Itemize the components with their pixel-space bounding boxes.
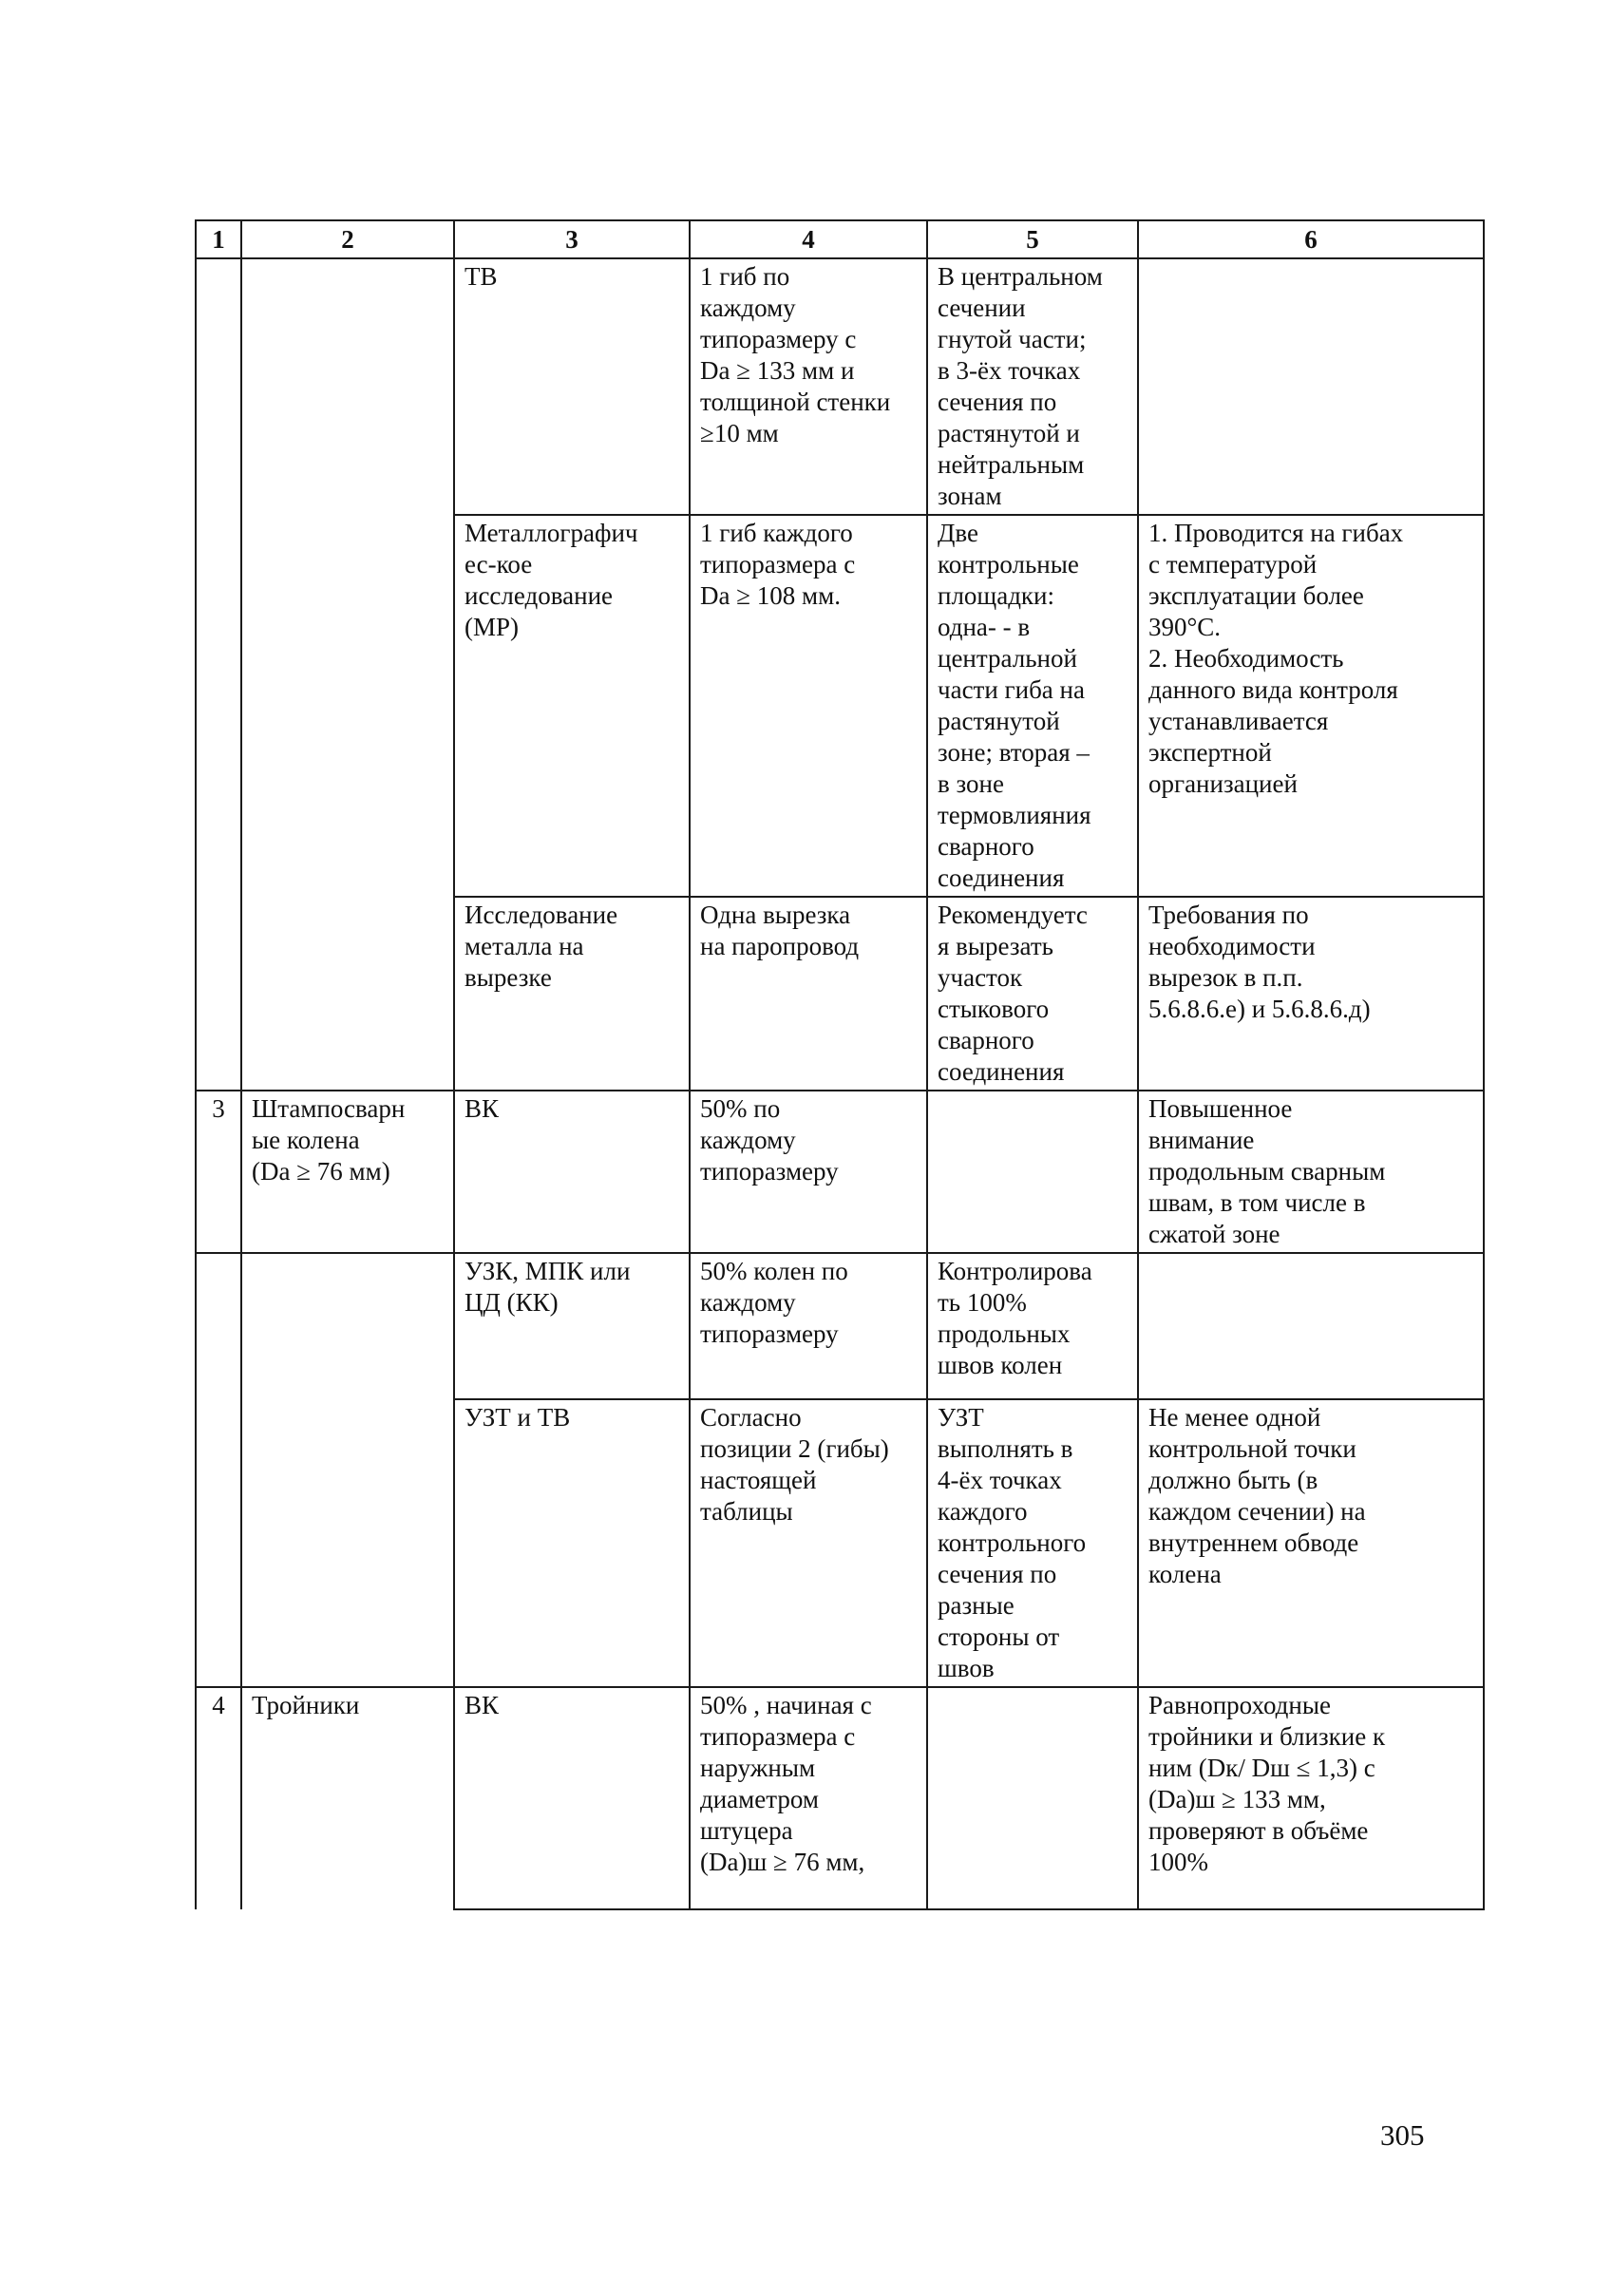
- cell-control-zone: УЗТ выполнять в 4-ёх точках каждого контрольного сечения по разные стороны от швов: [927, 1399, 1138, 1687]
- cell-control-zone: Рекомендуетс я вырезать участок стыкового сварного соединения: [927, 897, 1138, 1091]
- inspection-table: [195, 219, 1485, 1910]
- header-col-5: 5: [927, 220, 1138, 258]
- cell-element-name: [241, 897, 454, 1091]
- cell-element-name: [241, 1253, 454, 1399]
- cell-position-number: 4: [196, 1687, 241, 1909]
- cell-control-scope: 1 гиб по каждому типоразмеру с Da ≥ 133 мм и толщиной стенки ≥10 мм: [690, 258, 927, 515]
- cell-control-zone: Контролирова ть 100% продольных швов колен: [927, 1253, 1138, 1399]
- cell-notes: 1. Проводится на гибах с температурой эксплуатации более 390°С. 2. Необходимость данного вида контроля устанавливается экспертной организацией: [1138, 515, 1484, 897]
- header-col-3: 3: [454, 220, 690, 258]
- table-row: [196, 258, 1484, 515]
- cell-notes: Повышенное внимание продольным сварным швам, в том числе в сжатой зоне: [1138, 1091, 1484, 1253]
- cell-element-name: [241, 258, 454, 515]
- cell-control-method: ВК: [454, 1091, 690, 1253]
- cell-control-method: УЗК, МПК или ЦД (КК): [454, 1253, 690, 1399]
- cell-notes: Равнопроходные тройники и близкие к ним (Dк/ Dш ≤ 1,3) с (Da)ш ≥ 133 мм, проверяют в объёме 100%: [1138, 1687, 1484, 1909]
- header-col-6: 6: [1138, 220, 1484, 258]
- cell-position-number: [196, 1253, 241, 1399]
- cell-element-name: [241, 515, 454, 897]
- cell-notes: Требования по необходимости вырезок в п.п. 5.6.8.6.е) и 5.6.8.6.д): [1138, 897, 1484, 1091]
- table-row: [196, 1399, 1484, 1687]
- cell-control-zone: [927, 1687, 1138, 1909]
- cell-control-scope: Согласно позиции 2 (гибы) настоящей таблицы: [690, 1399, 927, 1687]
- cell-control-method: Исследование металла на вырезке: [454, 897, 690, 1091]
- cell-control-scope: 50% колен по каждому типоразмеру: [690, 1253, 927, 1399]
- cell-control-zone: [927, 1091, 1138, 1253]
- cell-element-name: Тройники: [241, 1687, 454, 1909]
- header-col-4: 4: [690, 220, 927, 258]
- page-number: 305: [1380, 2118, 1425, 2152]
- cell-element-name: [241, 1399, 454, 1687]
- table-row: [196, 1091, 1484, 1253]
- cell-control-zone: В центральном сечении гнутой части; в 3-ёх точках сечения по растянутой и нейтральным зонам: [927, 258, 1138, 515]
- cell-control-scope: Одна вырезка на паропровод: [690, 897, 927, 1091]
- cell-notes: Не менее одной контрольной точки должно быть (в каждом сечении) на внутреннем обводе колена: [1138, 1399, 1484, 1687]
- table-row: [196, 1253, 1484, 1399]
- cell-position-number: 3: [196, 1091, 241, 1253]
- cell-position-number: [196, 897, 241, 1091]
- cell-control-method: УЗТ и ТВ: [454, 1399, 690, 1687]
- cell-control-zone: Две контрольные площадки: одна- - в центральной части гиба на растянутой зоне; вторая – в зоне термовлияния сварного соединения: [927, 515, 1138, 897]
- cell-position-number: [196, 515, 241, 897]
- header-col-1: 1: [196, 220, 241, 258]
- cell-element-name: Штампосварн ые колена (Da ≥ 76 мм): [241, 1091, 454, 1253]
- cell-control-method: ТВ: [454, 258, 690, 515]
- cell-control-scope: 1 гиб каждого типоразмера с Da ≥ 108 мм.: [690, 515, 927, 897]
- header-col-2: 2: [241, 220, 454, 258]
- table-row: [196, 515, 1484, 897]
- header-row: [196, 220, 1484, 258]
- cell-position-number: [196, 1399, 241, 1687]
- table-row: [196, 1687, 1484, 1909]
- cell-position-number: [196, 258, 241, 515]
- cell-notes: [1138, 1253, 1484, 1399]
- cell-control-scope: 50% по каждому типоразмеру: [690, 1091, 927, 1253]
- cell-control-method: Металлографич ес-кое исследование (МР): [454, 515, 690, 897]
- cell-control-method: ВК: [454, 1687, 690, 1909]
- cell-control-scope: 50% , начиная с типоразмера с наружным диаметром штуцера (Da)ш ≥ 76 мм,: [690, 1687, 927, 1909]
- table-row: [196, 897, 1484, 1091]
- cell-notes: [1138, 258, 1484, 515]
